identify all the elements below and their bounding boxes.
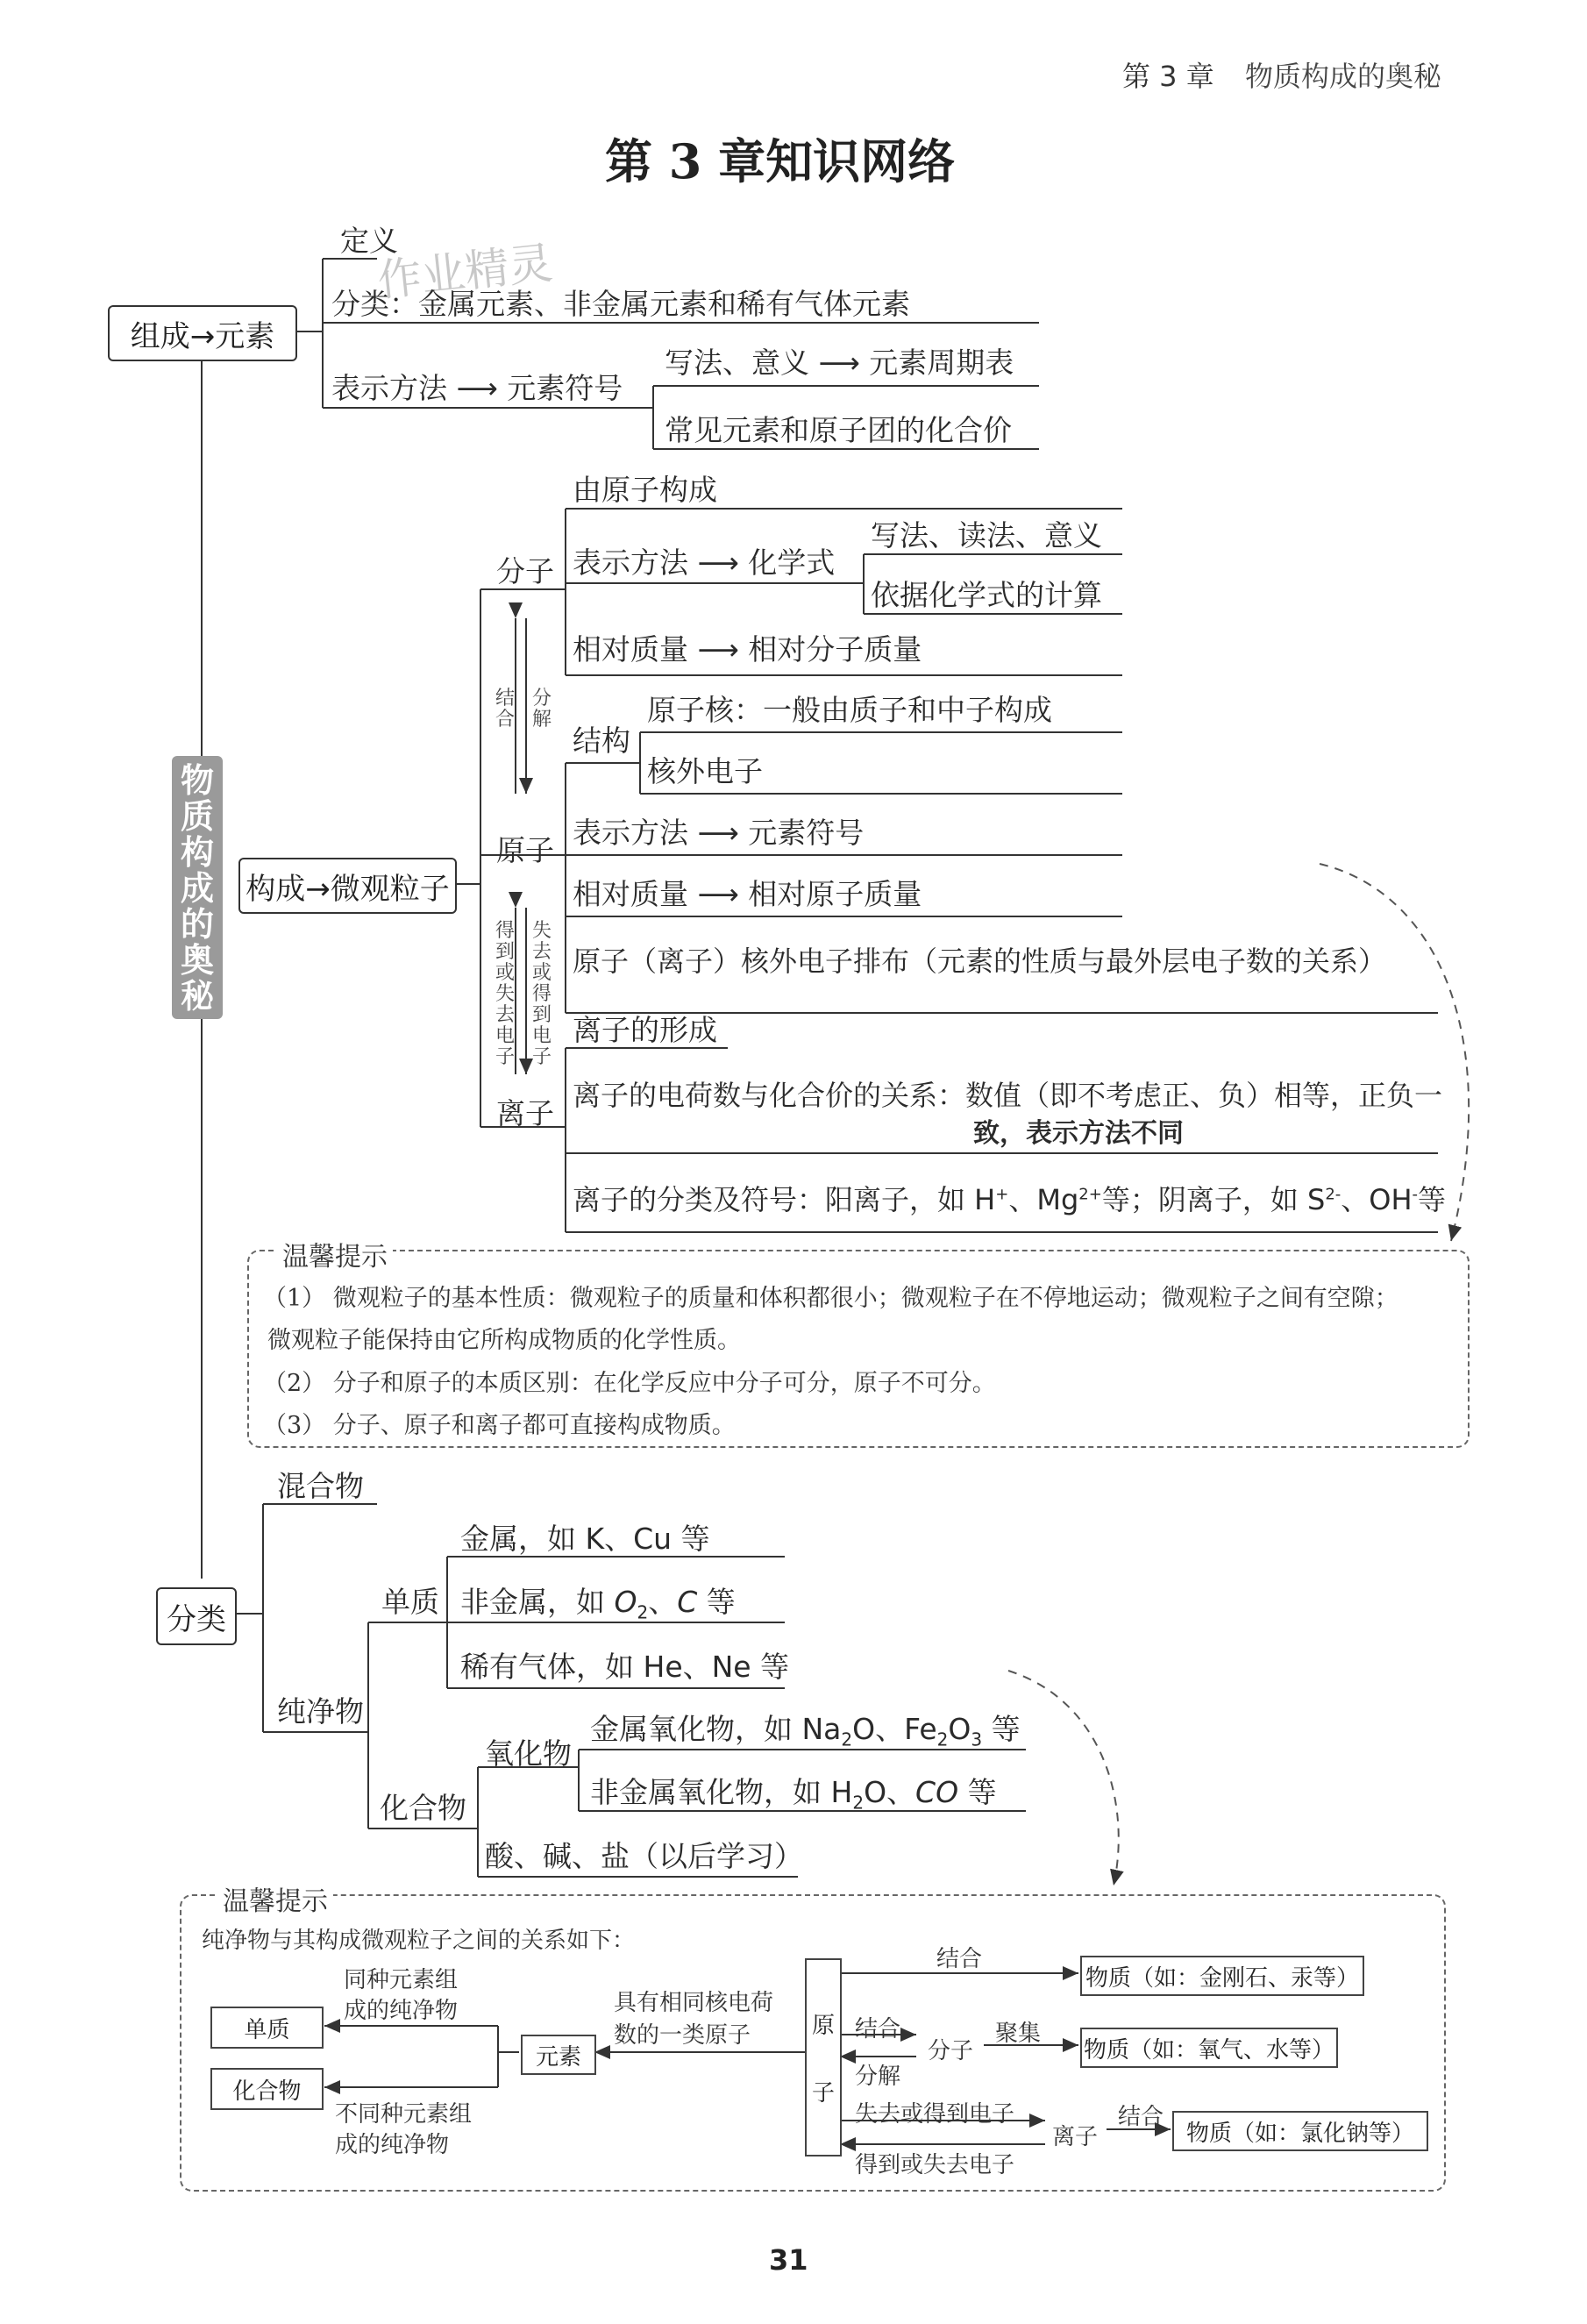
ion-charge-text1: 离子的电荷数与化合价的关系：数值（即不考虑正、负）相等，正负一 (573, 1079, 1443, 1112)
tip-title-1: 温馨提示 (277, 1235, 393, 1273)
tip1-line-2: 微观粒子能保持由它所构成物质的化学性质。 (267, 1327, 741, 1354)
metal-oxide-line (590, 1714, 1021, 1749)
nonmetal-prefix: 非金属，如 (460, 1585, 615, 1619)
oxide-label: 氧化物 (485, 1736, 572, 1771)
compound-box: 化合物 (210, 2068, 324, 2110)
common-valence: 常见元素和原子团的化合价 (665, 413, 1012, 447)
molecule-mass: 相对质量 ⟶ 相对分子质量 (573, 632, 922, 667)
diff-element-1: 不同种元素组 (335, 2101, 473, 2128)
substance-box-3: 物质（如：氯化钠等） (1172, 2111, 1428, 2151)
h-charge: + (995, 1185, 1009, 1204)
ion-class-mid3: 、OH (1341, 1183, 1413, 1216)
formula-writing: 写法、读法、意义 (871, 518, 1102, 552)
page-title: 第 3 章知识网络 (605, 133, 956, 189)
nonmetal-f2: C (677, 1585, 698, 1619)
substance-box-2: 物质（如：氧气、水等） (1080, 2028, 1338, 2068)
acid-base-salt: 酸、碱、盐（以后学习） (485, 1839, 803, 1873)
classification-root: 分类 (156, 1587, 237, 1645)
composition-root: 组成→元素 (108, 305, 297, 361)
atom-structure-label: 结构 (573, 724, 630, 758)
ion-class-mid2: 等；阴离子，如 S (1101, 1183, 1326, 1216)
page-number: 31 (769, 2243, 808, 2277)
element-box: 元素 (521, 2035, 596, 2075)
noble-line (460, 1650, 790, 1684)
combine-label: 结合 (495, 688, 515, 731)
atom-mass: 相对质量 ⟶ 相对原子质量 (573, 877, 922, 911)
no-b: O (864, 1775, 887, 1809)
noble-suffix: 等 (751, 1650, 790, 1684)
combine-1: 结合 (936, 1946, 983, 1972)
ion-charge-line2: 致，表示方法不同 (973, 1118, 1184, 1149)
electrons-line: 核外电子 (647, 754, 763, 788)
atom-label: 原子 (496, 833, 554, 867)
structure-root: 构成→微观粒子 (238, 858, 457, 914)
tip2-intro: 纯净物与其构成微观粒子之间的关系如下： (202, 1928, 636, 1954)
no-suffix: 等 (958, 1775, 997, 1809)
chapter-label: 第 3 章 (1122, 60, 1214, 93)
mo-suffix: 等 (982, 1712, 1021, 1746)
molecule-notation: 表示方法 ⟶ 化学式 (573, 545, 836, 580)
compound-label: 化合物 (380, 1791, 466, 1825)
simple-box: 单质 (210, 2007, 324, 2049)
mo-b: O (852, 1712, 876, 1746)
decompose: 分解 (855, 2064, 901, 2090)
atom-char-1: 原 (811, 2013, 835, 2039)
nucleus-line: 原子核：一般由质子和中子构成 (647, 693, 1052, 727)
electron-arrangement: 原子（离子）核外电子排布（元素的性质与最外层电子数的关系） (573, 945, 1387, 978)
atom-char-2: 子 (811, 2080, 835, 2107)
nonmetal-f1-sub: 2 (637, 1601, 649, 1623)
noble-prefix: 稀有气体，如 (460, 1650, 644, 1684)
ion-node: 离子 (1052, 2124, 1099, 2150)
watermark: 作业精灵 (374, 237, 555, 307)
ion-label: 离子 (496, 1096, 554, 1130)
no-prefix: 非金属氧化物，如 (590, 1775, 831, 1809)
ion-class-mid1: 、Mg (1008, 1183, 1079, 1216)
molecule-label: 分子 (496, 554, 554, 588)
diff-element-2: 成的纯净物 (335, 2132, 450, 2158)
mo-d: O (948, 1712, 971, 1746)
mo-d-sub: 3 (971, 1729, 983, 1750)
definition: 定义 (340, 224, 398, 258)
molecule-node: 分子 (928, 2038, 974, 2064)
atom-box (805, 1958, 842, 2156)
gain-or-lose-label: 得到或失去电子 (495, 920, 515, 1068)
aggregate: 聚集 (995, 2021, 1042, 2047)
mo-a-sub: 2 (841, 1729, 853, 1750)
lose-or-gain-label: 失去或得到电子 (531, 920, 552, 1068)
tip-title-2: 温馨提示 (217, 1879, 333, 1918)
metal-prefix: 金属，如 (460, 1522, 586, 1556)
chapter-title: 物质构成的奥秘 (1245, 60, 1442, 93)
no-a-sub: 2 (852, 1792, 865, 1814)
combine-3: 结合 (1118, 2104, 1164, 2130)
nonmetal-sep: 、 (648, 1585, 678, 1619)
mo-sep: 、 (875, 1712, 905, 1746)
lose-gain: 失去或得到电子 (855, 2101, 1015, 2128)
tip1-line-4: （3） 分子、原子和离子都可直接构成物质。 (263, 1412, 736, 1439)
mixture: 混合物 (277, 1469, 364, 1503)
no-a: H (830, 1775, 853, 1809)
nonmetal-suffix: 等 (697, 1585, 736, 1619)
mo-c: Fe (904, 1712, 937, 1746)
same-element-1: 同种元素组 (344, 1967, 459, 1993)
ion-formation: 离子的形成 (573, 1013, 717, 1047)
mo-a: Na (801, 1712, 842, 1746)
formula-calculation: 依据化学式的计算 (871, 578, 1102, 612)
tip1-line-3: （2） 分子和原子的本质区别：在化学反应中分子可分，原子不可分。 (263, 1370, 996, 1397)
symbol-writing: 写法、意义 ⟶ 元素周期表 (665, 346, 1014, 380)
metal-line (460, 1522, 710, 1556)
oh-charge: - (1412, 1185, 1419, 1204)
s-charge: 2- (1325, 1185, 1341, 1204)
metal-sep: 、 (604, 1522, 634, 1556)
combine-2: 结合 (855, 2016, 901, 2042)
ion-charge-line1 (573, 1079, 1443, 1112)
side-label-text: 物质构成的奥秘 (180, 761, 214, 1016)
noble-f2: Ne (711, 1650, 751, 1684)
element-notation: 表示方法 ⟶ 元素符号 (331, 371, 623, 405)
noble-sep: 、 (682, 1650, 712, 1684)
same-charge-2: 数的一类原子 (614, 2022, 751, 2049)
metal-f1: K (585, 1522, 605, 1556)
no-c: CO (915, 1775, 959, 1809)
element-classes: 分类：金属元素、非金属元素和稀有气体元素 (331, 287, 910, 321)
decompose-label: 分解 (531, 688, 552, 731)
no-sep: 、 (886, 1775, 916, 1809)
pure-substance: 纯净物 (277, 1694, 364, 1729)
nonmetal-oxide-line (590, 1775, 997, 1814)
molecule-from-atoms: 由原子构成 (573, 473, 717, 507)
substance-box-1: 物质（如：金刚石、汞等） (1080, 1956, 1364, 1996)
metal-suffix: 等 (672, 1522, 710, 1556)
mg-charge: 2+ (1078, 1185, 1102, 1204)
nonmetal-f1: O (614, 1585, 637, 1619)
ion-class-end: 等 (1418, 1183, 1447, 1216)
tip1-line-1: （1） 微观粒子的基本性质：微观粒子的质量和体积都很小；微观粒子在不停地运动；微观粒子之间有空隙； (263, 1285, 1398, 1312)
ion-class-prefix: 离子的分类及符号：阳离子，如 H (573, 1183, 996, 1216)
gain-lose: 得到或失去电子 (855, 2152, 1015, 2178)
ion-class-line (573, 1183, 1447, 1216)
simple-substance: 单质 (381, 1585, 439, 1619)
metal-f2: Cu (633, 1522, 673, 1556)
mo-c-sub: 2 (936, 1729, 949, 1750)
same-element-2: 成的纯净物 (344, 1998, 459, 2024)
noble-f1: He (643, 1650, 683, 1684)
mo-prefix: 金属氧化物，如 (590, 1712, 802, 1746)
same-charge-1: 具有相同核电荷 (614, 1990, 774, 2016)
atom-notation: 表示方法 ⟶ 元素符号 (573, 816, 865, 850)
nonmetal-line (460, 1587, 736, 1622)
